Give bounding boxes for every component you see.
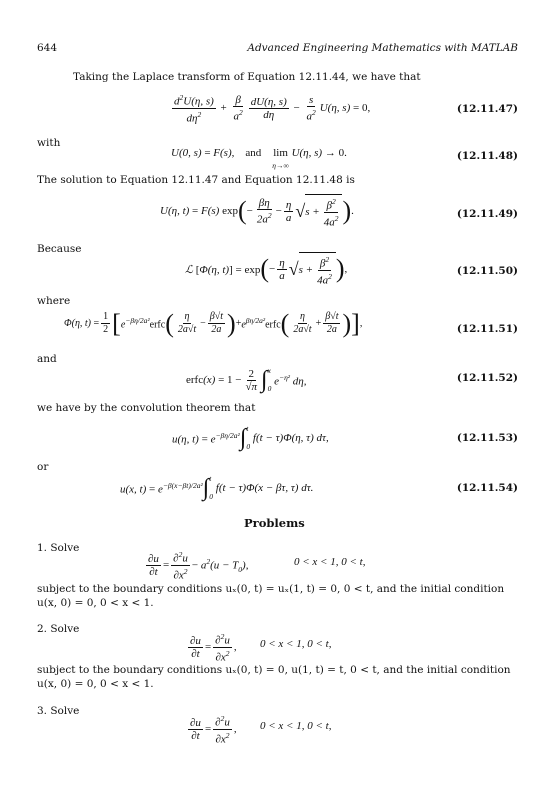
problem-2-label: 2. Solve bbox=[37, 623, 80, 635]
equation-number: (12.11.47) bbox=[456, 103, 518, 115]
word-and: and bbox=[37, 353, 57, 365]
problem-1-initial-text: u(x, 0) = 0, 0 < x < 1. bbox=[37, 597, 154, 609]
equation-12-11-54: u(x, $t) = e^{-\beta(x-\beta t)/2a^2}$ ∫ t 0 f(t − τ)Φ(x − βτ, τ) dτ. bbox=[120, 474, 314, 501]
page-number: 644 bbox=[37, 42, 58, 54]
equation-number: (12.11.51) bbox=[456, 323, 518, 335]
running-title: Advanced Engineering Mathematics with MATLAB bbox=[247, 42, 518, 54]
equation-12-11-53: u(η, $t) = e^{-\beta\eta/2a^2}$ ∫ t 0 f(t − τ)Φ(η, τ) dτ, bbox=[172, 424, 329, 451]
equation-12-11-49: U(η, t) = F(s) exp ( − $\frac{\beta\eta}{2a^2}$ − $\frac{\eta}{a}$ √ s + $\frac{\beta^2}{4a^2}$ ) . bbox=[160, 194, 354, 228]
problem-1-label: 1. Solve bbox=[37, 542, 80, 554]
problems-heading: Problems bbox=[244, 516, 305, 530]
problem-3-domain: 0 < x < 1, 0 < t, bbox=[260, 720, 332, 732]
word-where: where bbox=[37, 295, 71, 307]
problem-1-domain: 0 < x < 1, 0 < t, bbox=[294, 556, 366, 568]
word-or: or bbox=[37, 461, 49, 473]
problem-2-initial-text: u(x, 0) = 0, 0 < x < 1. bbox=[37, 678, 154, 690]
problem-1-boundary-text: subject to the boundary conditions uₓ(0, t) = uₓ(1, t) = 0, 0 < t, and the initial condition bbox=[37, 583, 505, 595]
equation-number: (12.11.48) bbox=[456, 150, 518, 162]
equation-12-11-50: ℒ [Φ(η, t)] = exp ( − $\frac{\eta}{a}$ √ s + $\frac{\beta^2}{4a^2}$ ) , bbox=[185, 252, 347, 286]
word-with: with bbox=[37, 137, 61, 149]
problem-3-label: 3. Solve bbox=[37, 705, 80, 717]
word-because: Because bbox=[37, 243, 82, 255]
equation-number: (12.11.50) bbox=[456, 265, 518, 277]
paragraph-solution: The solution to Equation 12.11.47 and Equation 12.11.48 is bbox=[37, 174, 355, 186]
problem-2-equation: $\frac{\partial u}{\partial t}$ = $\frac{\partial^2u}{\partial x^2}$ , bbox=[190, 632, 237, 664]
problem-2-boundary-text: subject to the boundary conditions uₓ(0, t) = 0, u(1, t) = t, 0 < t, and the initial condition bbox=[37, 664, 511, 676]
problem-1-equation: $\frac{\partial u}{\partial t}$ = $\frac{\partial^2u}{\partial x^2}$ − $a^2(u - T_0)$, bbox=[148, 550, 249, 582]
problem-3-equation: $\frac{\partial u}{\partial t}$ = $\frac{\partial^2u}{\partial x^2}$ , bbox=[190, 714, 237, 746]
equation-12-11-47: $\frac{d^2U(\eta, s)}{d\eta^2}$ + $\frac{\beta}{a^2}$ $\frac{dU(\eta, s)}{d\eta}$ − $\frac{s}{a^2}$ U(η, s) = 0, bbox=[174, 93, 371, 125]
equation-number: (12.11.52) bbox=[456, 372, 518, 384]
paragraph-convolution: we have by the convolution theorem that bbox=[37, 402, 256, 414]
equation-12-11-48: U(0, s) = F(s), and lim η→∞ U(η, s) → 0. bbox=[171, 147, 347, 170]
equation-12-11-51: Φ(η, t) = $\frac{1}{2}$ [ $e^{-\beta\eta/2a^2}erfc$ ( $\frac{\eta}{2a√t}$ − $\frac{\beta√t}{2a}$ ) + $e^{\beta\eta/2a^2}erfc$ ( $\frac{\eta}{2a√t}$ + $\frac{\beta√t}{2a}$ ) ] , bbox=[64, 308, 363, 338]
paragraph-intro: Taking the Laplace transform of Equation 12.11.44, we have that bbox=[73, 71, 421, 83]
problem-2-domain: 0 < x < 1, 0 < t, bbox=[260, 638, 332, 650]
equation-number: (12.11.53) bbox=[456, 432, 518, 444]
equation-12-11-52: erfc(x) = 1 − $\frac{2}{√\pi}$ ∫ x 0 $e^{-\eta^2}$ dη, bbox=[186, 366, 307, 393]
equation-number: (12.11.49) bbox=[456, 208, 518, 220]
equation-number: (12.11.54) bbox=[456, 482, 518, 494]
